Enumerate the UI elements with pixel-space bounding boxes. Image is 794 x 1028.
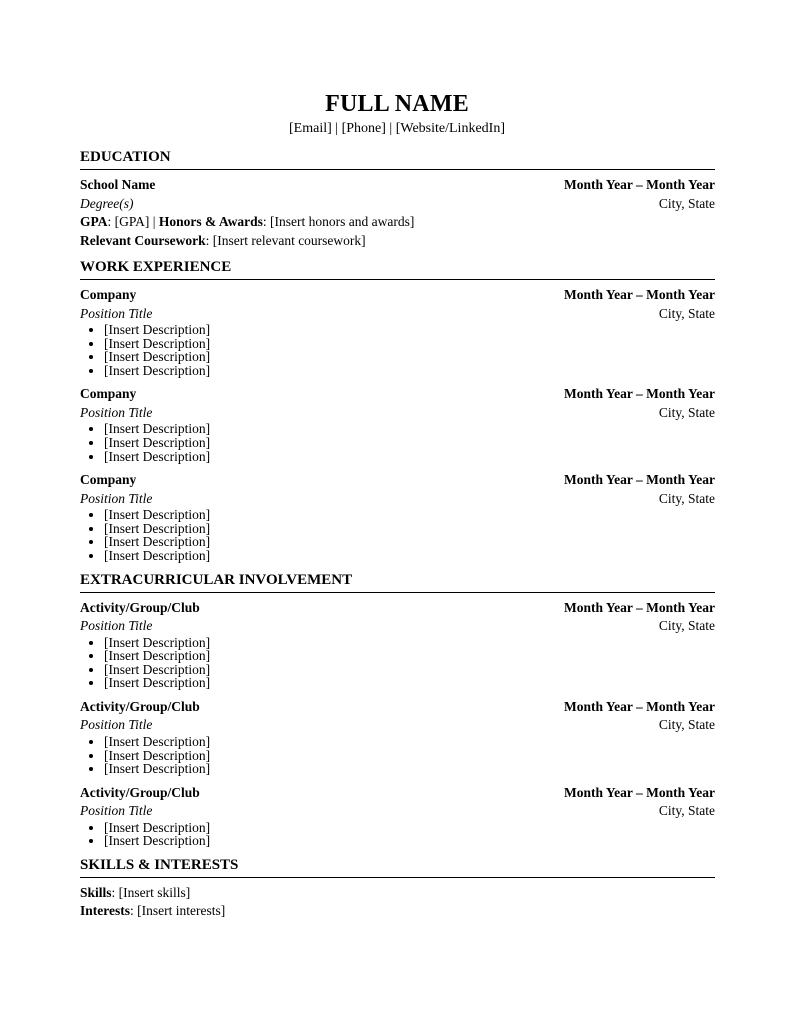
description-item: • [Insert Description] [104,834,715,848]
work-heading: WORK EXPERIENCE [80,258,715,280]
position-title: Position Title [80,618,153,634]
description-item: • [Insert Description] [104,337,715,351]
education-dates: Month Year – Month Year [564,177,715,192]
description-item: • [Insert Description] [104,821,715,835]
work-entry [80,471,715,562]
organization-name: Company [80,472,137,488]
description-item: • [Insert Description] [104,422,715,436]
organization-name: Company [80,287,137,302]
organization-name: Company [80,386,137,402]
description-item: • [Insert Description] [104,735,715,749]
description-item: • [Insert Description] [104,549,715,563]
coursework-value: : [Insert relevant coursework] [205,232,366,248]
interests-label: Interests [80,903,130,919]
description-list [80,821,715,848]
activity-entry [80,698,715,776]
description-list [80,508,715,562]
interests-line [80,902,715,921]
description-list [80,422,715,463]
entry-location: City, State [658,803,715,819]
extracurricular-entries [80,599,715,848]
entry-location: City, State [658,490,715,506]
activity-entry [80,599,715,690]
skills-label: Skills [80,884,112,900]
gpa-value: : [GPA] | [107,214,159,229]
organization-name: Activity/Group/Club [80,698,200,714]
education-entry [80,176,715,250]
description-item: • [Insert Description] [104,636,715,650]
entry-location: City, State [658,305,715,321]
description-list [80,735,715,776]
entry-dates: Month Year – Month Year [564,472,715,488]
education-heading: EDUCATION [80,148,715,170]
description-item: • [Insert Description] [104,649,715,663]
work-section [80,258,715,563]
organization-name: Activity/Group/Club [80,599,200,615]
description-item: • [Insert Description] [104,522,715,536]
description-item: • [Insert Description] [104,535,715,549]
entry-dates: Month Year – Month Year [564,599,715,615]
skills-value: : [Insert skills] [111,884,191,900]
description-item: • [Insert Description] [104,749,715,763]
honors-value: : [Insert honors and awards] [262,214,415,229]
entry-dates: Month Year – Month Year [564,287,715,302]
position-title: Position Title [80,404,153,420]
full-name: FULL NAME [325,91,469,117]
entry-location: City, State [658,618,715,634]
skills-line [80,884,715,903]
description-item: • [Insert Description] [104,663,715,677]
coursework-line [80,232,715,251]
contact-line: [Email] | [Phone] | [Website/LinkedIn] [289,121,505,136]
description-item: • [Insert Description] [104,350,715,364]
skills-heading: SKILLS & INTERESTS [80,856,715,878]
degree: Degree(s) [80,195,134,211]
entry-dates: Month Year – Month Year [564,698,715,714]
work-entry [80,385,715,463]
description-item: • [Insert Description] [104,323,715,337]
position-title: Position Title [80,490,153,506]
extracurricular-heading: EXTRACURRICULAR INVOLVEMENT [80,571,715,593]
position-title: Position Title [80,717,153,733]
description-item: • [Insert Description] [104,676,715,690]
description-item: • [Insert Description] [104,508,715,522]
education-location: City, State [658,195,715,211]
activity-entry [80,784,715,848]
gpa-honors-line [80,213,715,232]
position-title: Position Title [80,305,153,321]
organization-name: Activity/Group/Club [80,784,200,800]
description-list [80,323,715,377]
skills-section [80,856,715,921]
entry-location: City, State [658,717,715,733]
position-title: Position Title [80,803,153,819]
school-name: School Name [80,177,156,192]
work-entries [80,286,715,563]
gpa-label: GPA [80,214,108,229]
honors-label: Honors & Awards [158,214,263,229]
description-item: • [Insert Description] [104,762,715,776]
description-item: • [Insert Description] [104,364,715,378]
entry-location: City, State [658,404,715,420]
resume-content [80,148,715,929]
work-entry [80,286,715,377]
interests-value: : [Insert interests] [130,903,226,919]
description-item: • [Insert Description] [104,450,715,464]
description-item: • [Insert Description] [104,436,715,450]
resume-header [0,0,794,137]
entry-dates: Month Year – Month Year [564,386,715,402]
coursework-label: Relevant Coursework [80,232,206,248]
extracurricular-section [80,571,715,848]
entry-dates: Month Year – Month Year [564,784,715,800]
education-section [80,148,715,250]
description-list [80,636,715,690]
skills-entry [80,884,715,921]
